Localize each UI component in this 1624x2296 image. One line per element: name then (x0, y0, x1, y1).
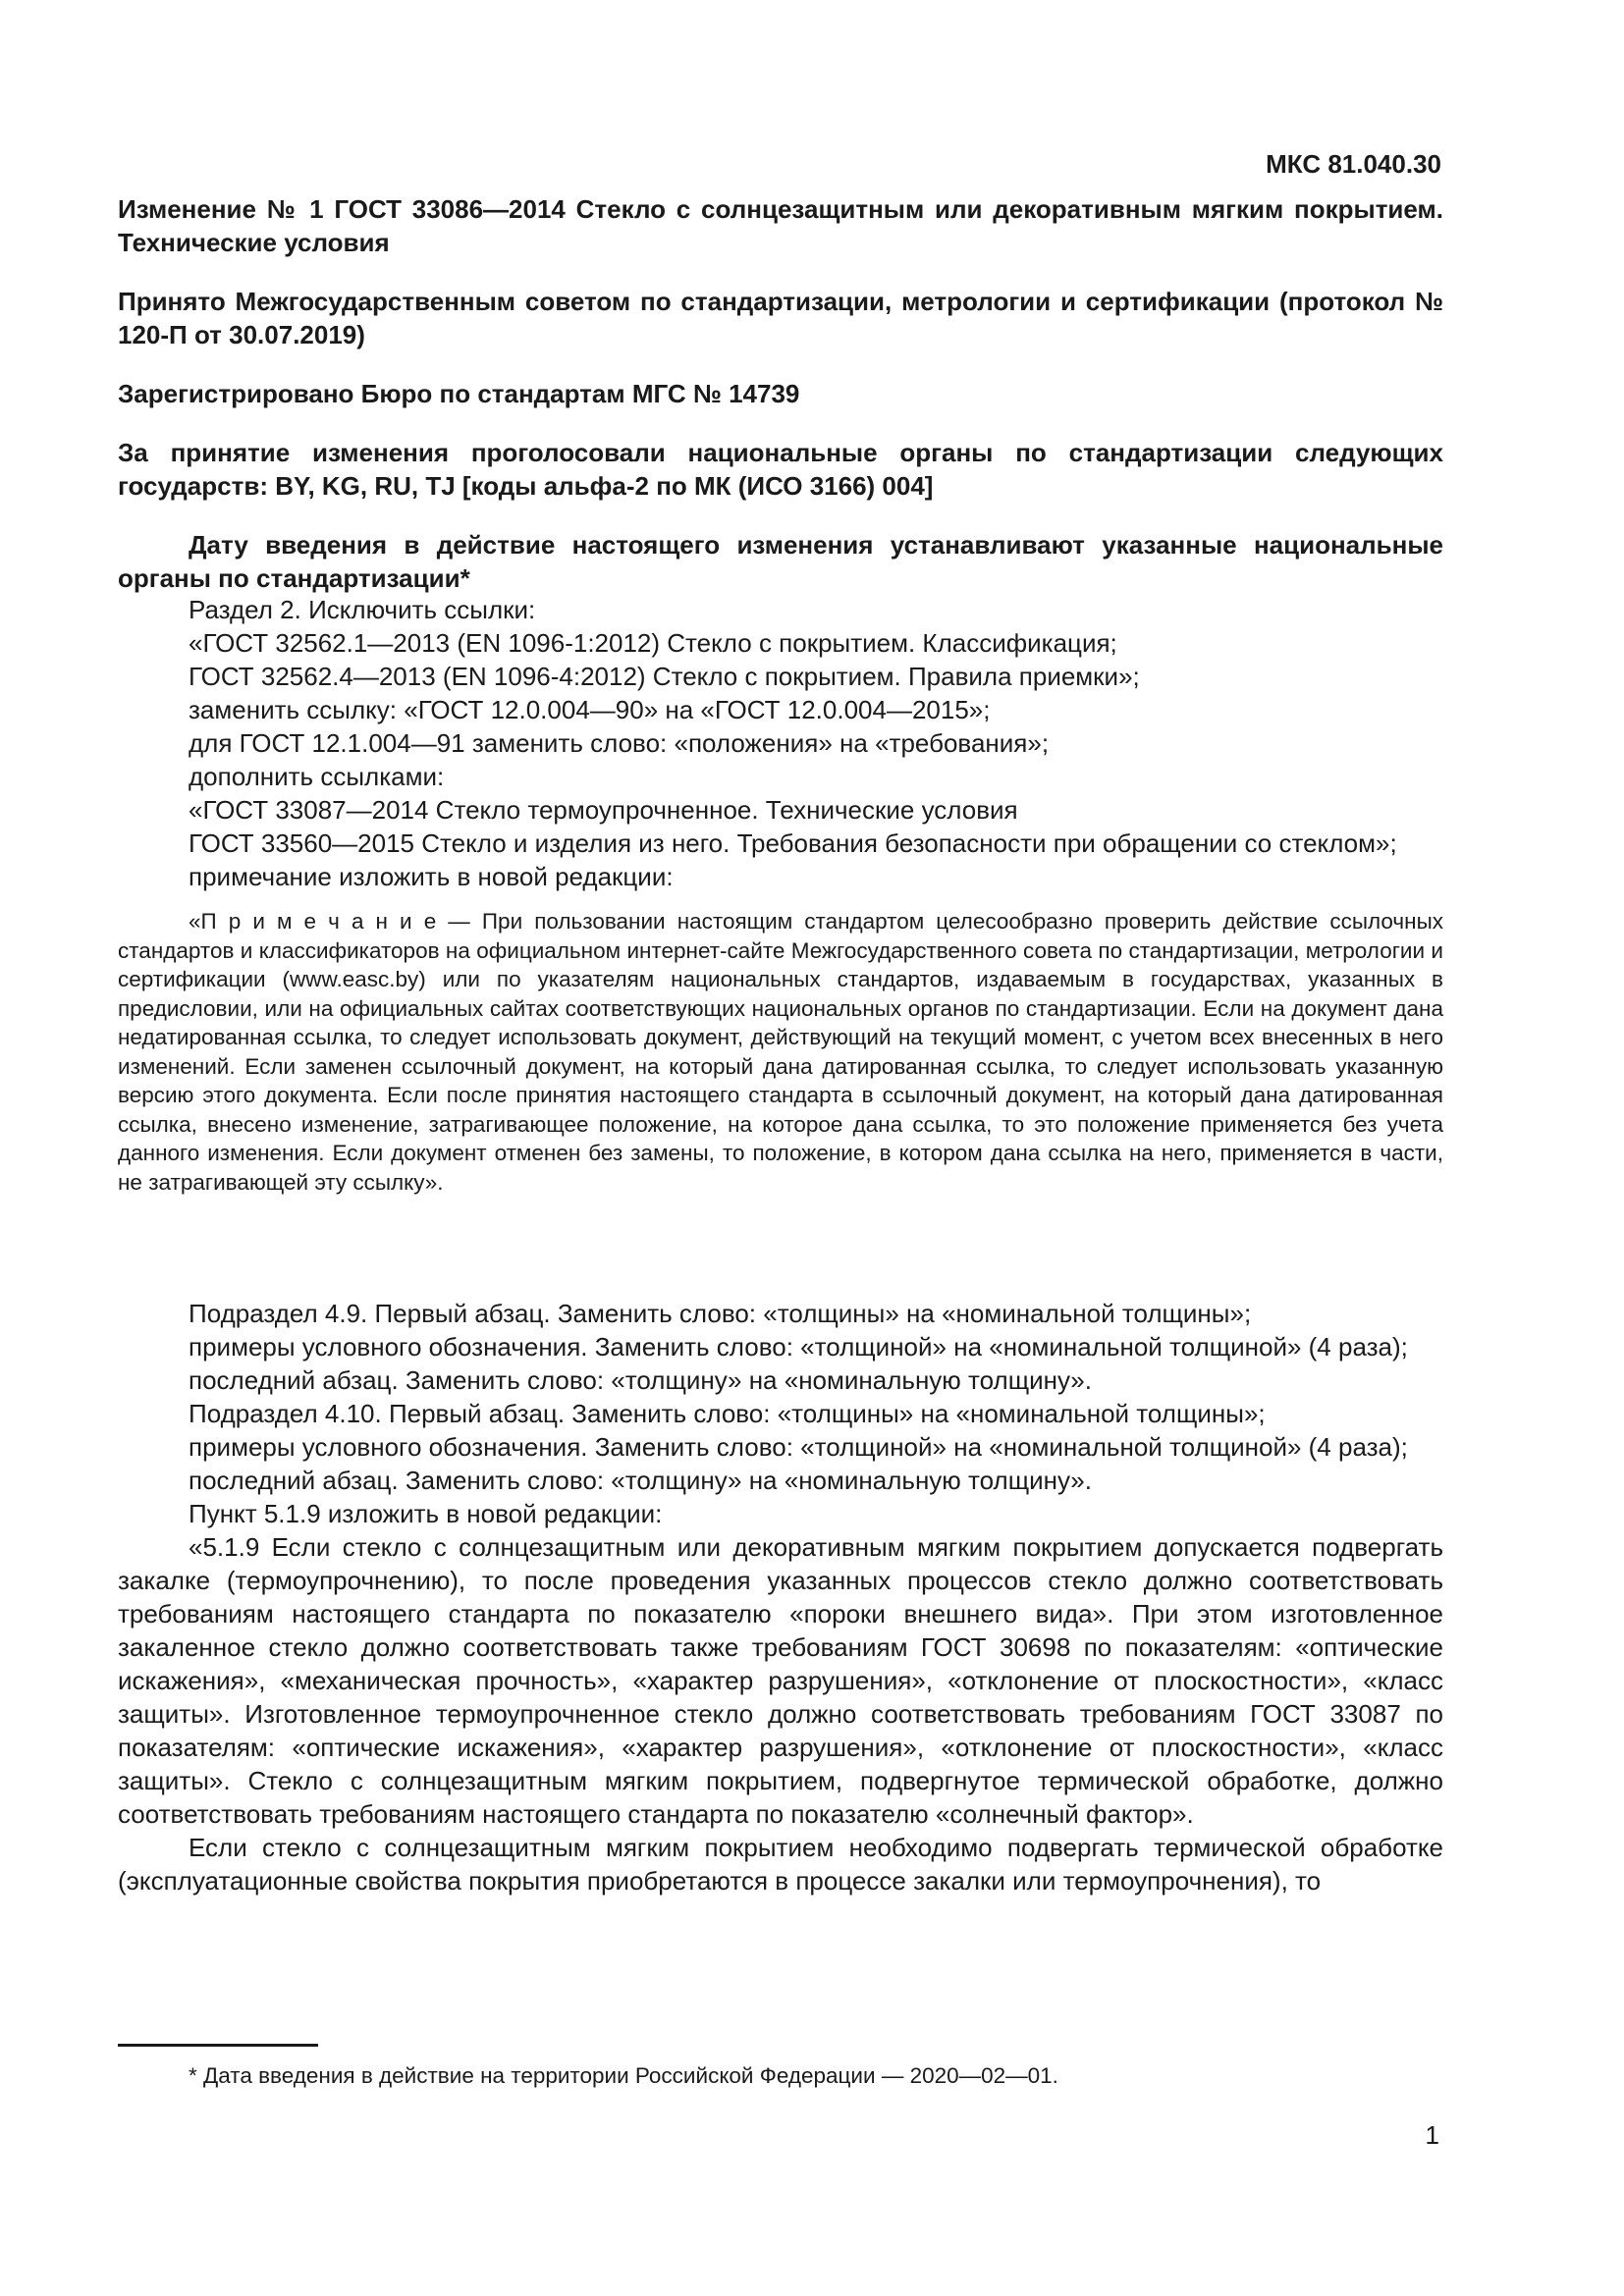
note-paragraph: «П р и м е ч а н и е — При пользовании настоящим стандартом целесообразно проверить действие ссылочных стандартов и классификаторов на официальном интернет-сайте Межгосударственного совета по стандартизации, метрологии и сертификации (www.easc.by) или по указателям национальных стандартов, издаваемым в государствах, указанных в предисловии, или на официальных сайтах соответствующих национальных органов по стандартизации. Если на документ дана недатированная ссылка, то следует использовать документ, действующий на текущий момент, с учетом всех внесенных в него изменений. Если заменен ссылочный документ, на который дана датированная ссылка, то следует использовать указанную версию этого документа. Если после принятия настоящего стандарта в ссылочный документ, на который дана датированная ссылка, внесено изменение, затрагивающее положение, на которое дана ссылка, то это положение применяется без учета данного изменения. Если документ отменен без замены, то положение, в котором дана ссылка на него, применяется в части, не затрагивающей эту ссылку». (118, 909, 1443, 1195)
subsection-changes (118, 1297, 1443, 1897)
paragraph: Пункт 5.1.9 изложить в новой редакции: (189, 1499, 663, 1528)
section-2-changes (118, 593, 1443, 1212)
registration-statement: Зарегистрировано Бюро по стандартам МГС № 14739 (118, 379, 800, 408)
paragraph: примеры условного обозначения. Заменить слово: «толщиной» на «номинальной толщиной» (4 раза); (189, 1332, 1408, 1362)
paragraph: Подраздел 4.9. Первый абзац. Заменить слово: «толщины» на «номинальной толщины»; (189, 1299, 1252, 1328)
amendment-title: Изменение № 1 ГОСТ 33086—2014 Стекло с солнцезащитным или декоративным мягким покрытием. Технические условия (118, 194, 1443, 257)
footnote-divider (118, 2044, 318, 2047)
paragraph: последний абзац. Заменить слово: «толщину» на «номинальную толщину». (189, 1466, 1092, 1495)
classification-code: МКС 81.040.30 (1266, 149, 1441, 179)
amendment-header (118, 192, 1443, 620)
paragraph: заменить ссылку: «ГОСТ 12.0.004—90» на «ГОСТ 12.0.004—2015»; (189, 695, 991, 724)
footnote: * Дата введения в действие на территории Российской Федерации — 2020—02—01. (189, 2063, 1058, 2088)
paragraph: Раздел 2. Исключить ссылки: (189, 595, 536, 624)
paragraph: последний абзац. Заменить слово: «толщину» на «номинальную толщину». (189, 1365, 1092, 1395)
paragraph: ГОСТ 32562.4—2013 (EN 1096-4:2012) Стекло с покрытием. Правила приемки»; (189, 662, 1140, 691)
paragraph: «ГОСТ 32562.1—2013 (EN 1096-1:2012) Стекло с покрытием. Классификация; (189, 628, 1117, 658)
effective-date-statement: Дату введения в действие настоящего изменения устанавливают указанные национальные органы по стандартизации* (118, 530, 1443, 593)
paragraph: примечание изложить в новой редакции: (189, 862, 674, 891)
voting-statement: За принятие изменения проголосовали национальные органы по стандартизации следующих государств: BY, KG, RU, TJ [коды альфа-2 по МК (ИСО 3166) 004] (118, 438, 1443, 501)
page-number: 1 (1425, 2120, 1439, 2150)
paragraph: дополнить ссылками: (189, 762, 445, 791)
paragraph: «5.1.9 Если стекло с солнцезащитным или декоративным мягким покрытием допускается подвергать закалке (термоупрочнению), то после проведения указанных процессов стекло должно соответствовать требованиям настоящего стандарта по показателю «пороки внешнего вида». При этом изготовленное закаленное стекло должно соответствовать также требованиям ГОСТ 30698 по показателям: «оптические искажения», «механическая прочность», «характер разрушения», «отклонение от плоскостности», «класс защиты». Изготовленное термоупрочненное стекло должно соответствовать требованиям ГОСТ 33087 по показателям: «оптические искажения», «характер разрушения», «отклонение от плоскостности», «класс защиты». Стекло с солнцезащитным мягким покрытием, подвергнутое термической обработке, должно соответствовать требованиям настоящего стандарта по показателю «солнечный фактор». (118, 1532, 1443, 1829)
paragraph: Подраздел 4.10. Первый абзац. Заменить слово: «толщины» на «номинальной толщины»; (189, 1399, 1266, 1428)
note-text: — При пользовании настоящим стандартом целесообразно проверить действие ссылочных стандартов и классификаторов на официальном интернет-сайте Межгосударственного совета по стандартизации, метрологии и сертификации (www.easc.by) или по указателям национальных стандартов, издаваемым в государствах, указанных в предисловии, или на официальных сайтах соответствующих национальных органов по стандартизации. Если на документ дана недатированная ссылка, то следует использовать документ, действующий на текущий момент, с учетом всех внесенных в него изменений. Если заменен ссылочный документ, на который дана датированная ссылка, то следует использовать указанную версию этого документа. Если после принятия настоящего стандарта в ссылочный документ, на который дана датированная ссылка, внесено изменение, затрагивающее положение, на которое дана ссылка, то это положение применяется без учета данного изменения. Если документ отменен без замены, то положение, в котором дана ссылка на него, применяется в части, не затрагивающей эту ссылку». (118, 909, 1443, 1195)
paragraph: для ГОСТ 12.1.004—91 заменить слово: «положения» на «требования»; (189, 728, 1050, 758)
adoption-statement: Принято Межгосударственным советом по стандартизации, метрологии и сертификации (протокол № 120-П от 30.07.2019) (118, 287, 1443, 349)
note-label: П р и м е ч а н и е (200, 909, 437, 934)
paragraph: примеры условного обозначения. Заменить слово: «толщиной» на «номинальной толщиной» (4 раза); (189, 1432, 1408, 1462)
paragraph: «ГОСТ 33087—2014 Стекло термоупрочненное. Технические условия (189, 795, 1018, 825)
paragraph: Если стекло с солнцезащитным мягким покрытием необходимо подвергать термической обработке (эксплуатационные свойства покрытия приобретаются в процессе закалки или термоупрочнения), то (118, 1833, 1443, 1896)
paragraph: ГОСТ 33560—2015 Стекло и изделия из него. Требования безопасности при обращении со стеклом»; (189, 828, 1397, 858)
